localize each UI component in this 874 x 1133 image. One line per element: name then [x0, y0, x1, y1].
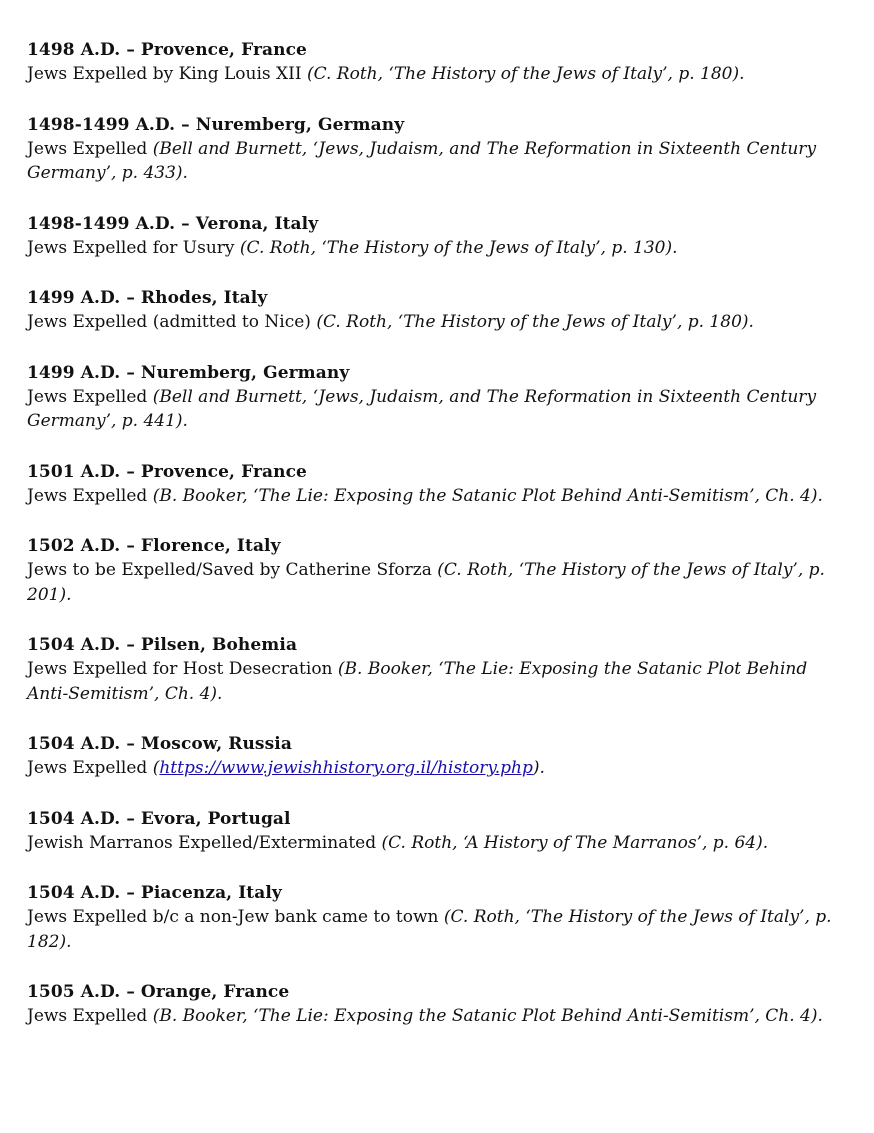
entry-citation: (B. Booker, ‘The Lie: Exposing the Satanic Plot Behind Anti-Semitism’, Ch. 4). [152, 1006, 823, 1026]
entry-1504-evora [27, 807, 849, 856]
entry-description: Jews Expelled for Host Desecration [27, 659, 338, 679]
entry-1505-orange [27, 980, 849, 1029]
entry-text [27, 558, 849, 607]
entry-heading: 1504 A.D. – Moscow, Russia [27, 734, 292, 754]
entry-1504-pilsen [27, 633, 849, 706]
entry-text [27, 756, 849, 781]
entry-description: Jews Expelled by King Louis XII [27, 64, 307, 84]
entry-citation: (C. Roth, ‘The History of the Jews of Italy’, p. 182). [27, 907, 832, 952]
entry-text [27, 831, 849, 856]
entry-1499-rhodes [27, 286, 849, 335]
entry-citation: (Bell and Burnett, ‘Jews, Judaism, and The Reformation in Sixteenth Century Germany’, p. 441). [27, 386, 817, 431]
entry-text [27, 657, 849, 706]
entry-citation: (C. Roth, ‘The History of the Jews of Italy’, p. 201). [27, 560, 825, 605]
entry-1498-1499-nuremberg [27, 113, 849, 186]
entry-description: Jews Expelled for Usury [27, 237, 240, 258]
entry-description: Jews Expelled b/c a non-Jew bank came to town [27, 907, 444, 927]
entry-text [27, 905, 849, 954]
entry-1498-1499-verona [27, 212, 849, 261]
entry-text [27, 137, 849, 186]
entry-description: Jews Expelled [27, 1006, 153, 1026]
entry-citation: (C. Roth, ‘The History of the Jews of Italy’, p. 180). [306, 64, 745, 84]
entry-text [27, 62, 849, 87]
entry-description: Jews to be Expelled/Saved by Catherine Sforza [27, 560, 438, 580]
entry-1499-nuremberg [27, 361, 849, 434]
entry-heading: 1502 A.D. – Florence, Italy [27, 536, 281, 556]
entry-heading: 1498-1499 A.D. – Verona, Italy [27, 213, 319, 234]
entry-heading: 1499 A.D. – Nuremberg, Germany [27, 362, 350, 383]
entry-heading: 1504 A.D. – Pilsen, Bohemia [27, 635, 298, 655]
entry-1498-provence [27, 38, 849, 87]
entry-description: Jews Expelled [27, 758, 153, 778]
entry-citation: (B. Booker, ‘The Lie: Exposing the Satanic Plot Behind Anti-Semitism’, Ch. 4). [27, 659, 808, 704]
entry-citation: (C. Roth, ‘A History of The Marranos’, p. 64). [381, 832, 769, 853]
entry-description: Jews Expelled [27, 485, 153, 506]
entry-citation: (C. Roth, ‘The History of the Jews of Italy’, p. 130). [239, 237, 678, 258]
citation-close-paren: ). [532, 758, 545, 778]
entry-heading: 1501 A.D. – Provence, France [27, 461, 307, 482]
entry-text [27, 385, 849, 434]
entry-heading: 1505 A.D. – Orange, France [27, 982, 290, 1002]
entry-text [27, 484, 849, 509]
entry-citation: (B. Booker, ‘The Lie: Exposing the Satanic Plot Behind Anti-Semitism’, Ch. 4). [152, 485, 823, 506]
document-body [27, 38, 849, 1055]
entry-citation: (Bell and Burnett, ‘Jews, Judaism, and The Reformation in Sixteenth Century Germany’, p. 433). [27, 138, 817, 183]
source-link[interactable]: https://www.jewishhistory.org.il/history.php [159, 758, 533, 778]
entry-heading: 1498-1499 A.D. – Nuremberg, Germany [27, 114, 405, 135]
entry-heading: 1504 A.D. – Piacenza, Italy [27, 883, 282, 903]
entry-citation: (C. Roth, ‘The History of the Jews of Italy’, p. 180). [316, 312, 754, 332]
entry-1504-piacenza [27, 881, 849, 954]
entry-text [27, 236, 849, 261]
entry-description: Jews Expelled (admitted to Nice) [27, 312, 317, 332]
entry-heading: 1498 A.D. – Provence, France [27, 40, 307, 60]
entry-heading: 1499 A.D. – Rhodes, Italy [27, 288, 268, 308]
entry-text [27, 1004, 849, 1029]
entry-1504-moscow [27, 732, 849, 781]
entry-text [27, 310, 849, 335]
entry-1502-florence [27, 534, 849, 607]
entry-description: Jewish Marranos Expelled/Exterminated [27, 832, 382, 853]
entry-description: Jews Expelled [27, 138, 153, 159]
entry-description: Jews Expelled [27, 386, 153, 407]
entry-heading: 1504 A.D. – Evora, Portugal [27, 808, 291, 829]
citation-open-paren: ( [152, 758, 160, 778]
entry-1501-provence [27, 460, 849, 509]
